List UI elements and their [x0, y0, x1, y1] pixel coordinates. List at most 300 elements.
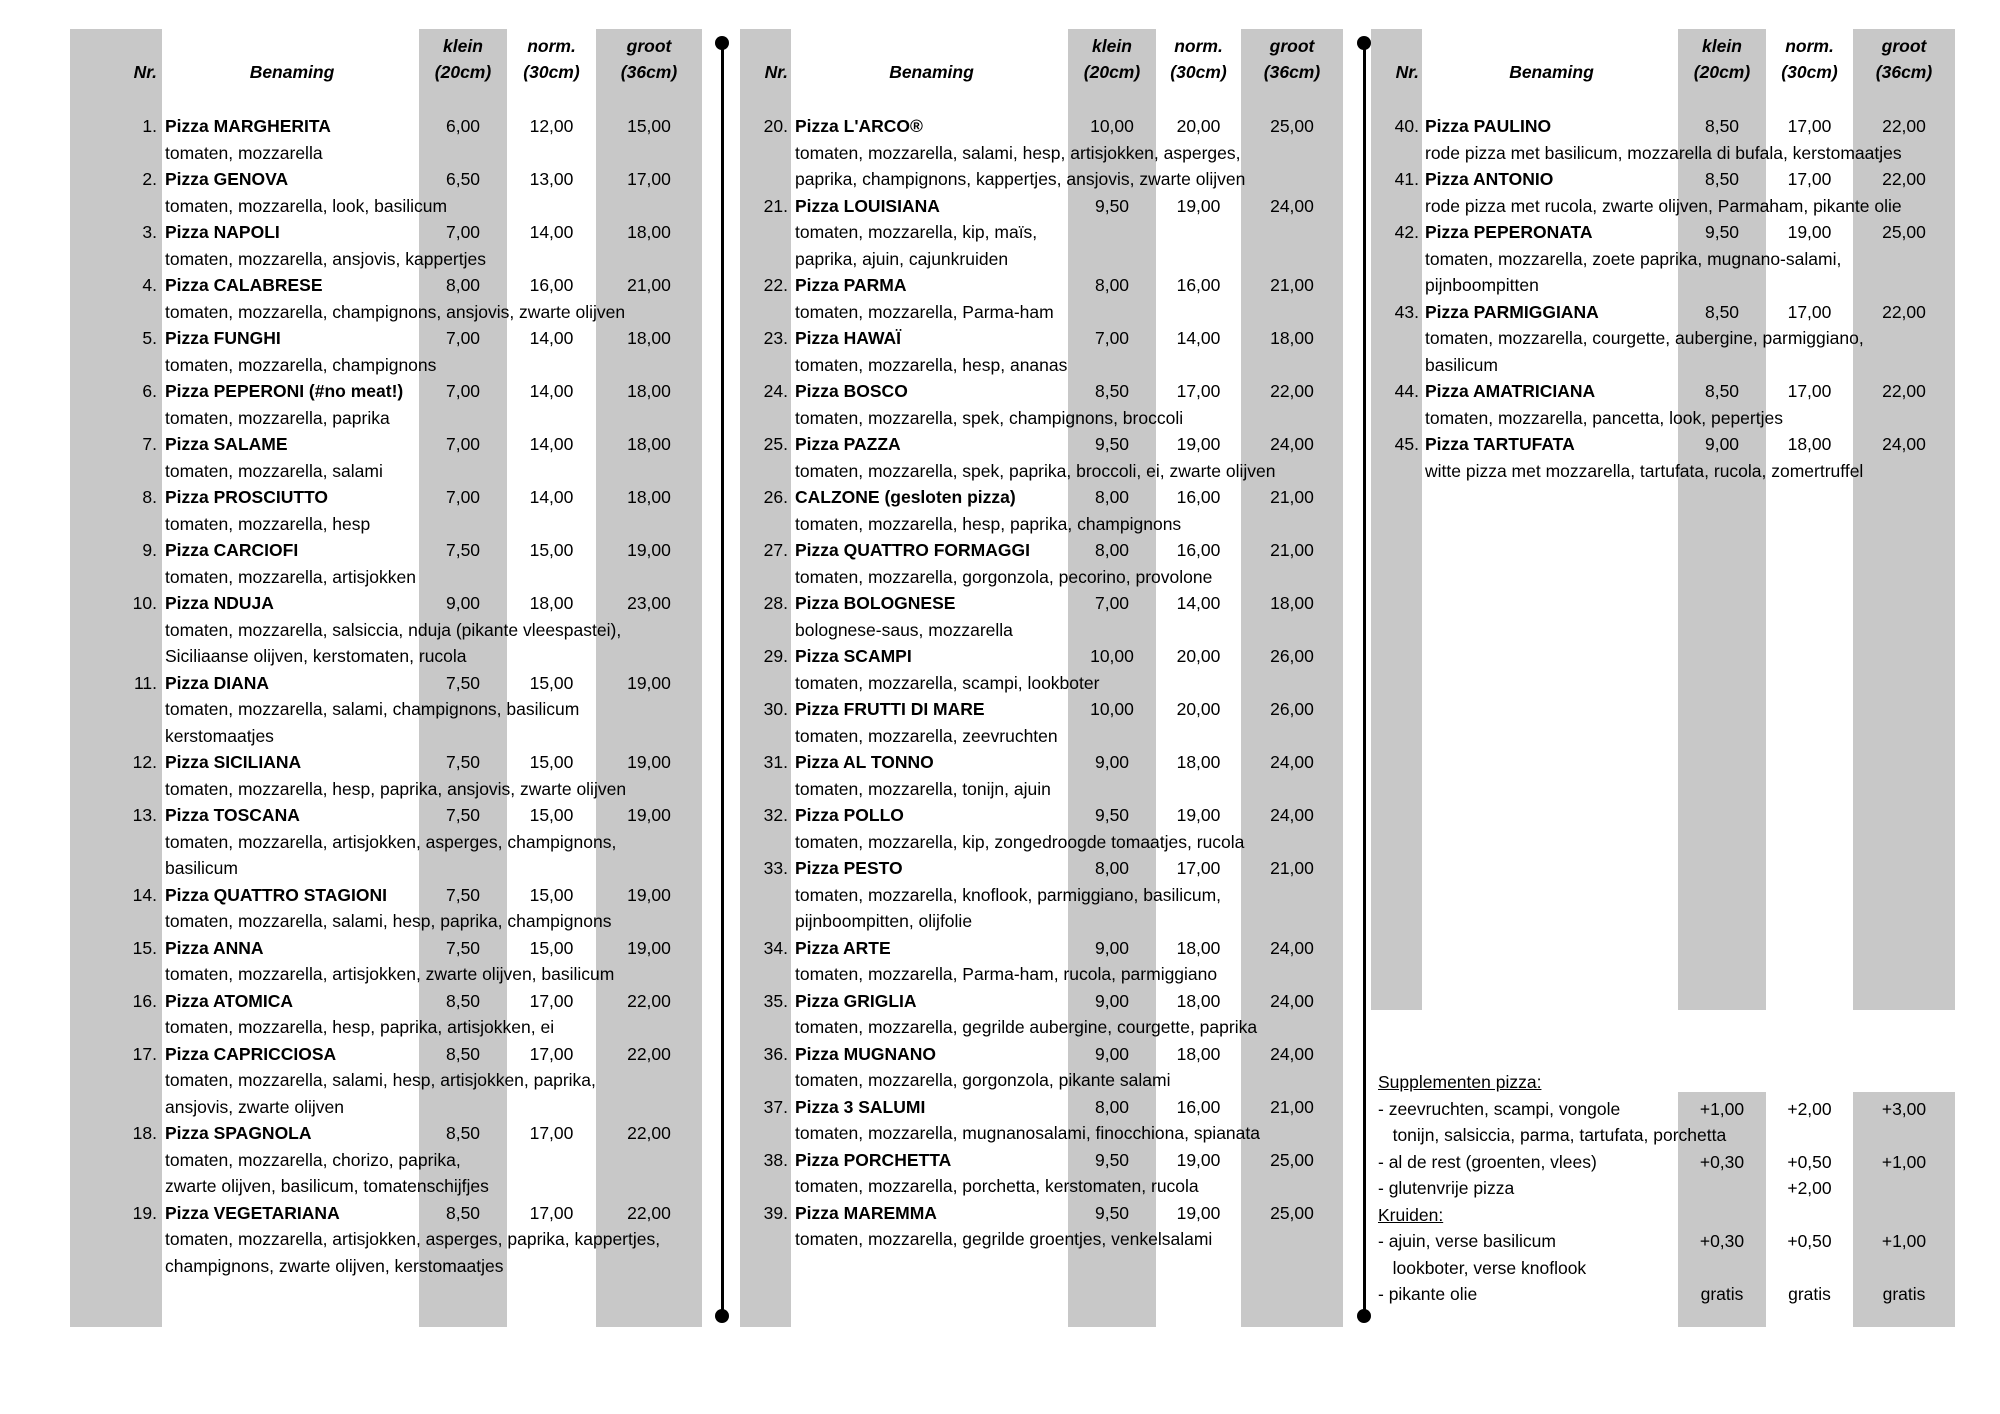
pizza-number: 32. [763, 805, 788, 825]
pizza-ingredients: tomaten, mozzarella, gegrilde groentjes, venkelsalami [795, 1229, 1213, 1249]
price-norm: 18,00 [1176, 937, 1221, 958]
price-groot: 21,00 [1270, 487, 1314, 507]
pizza-name: Pizza NAPOLI [165, 222, 280, 242]
price-norm: 18,00 [1176, 752, 1221, 772]
price-klein: 8,00 [1094, 858, 1130, 878]
price-klein: 8,00 [445, 275, 481, 295]
kruiden-label: lookboter, verse knoflook [1378, 1257, 1587, 1278]
price-groot: 19,00 [627, 805, 671, 825]
price-norm: 18,00 [529, 593, 574, 613]
price-groot: 17,00 [627, 169, 671, 189]
divider-dot-bottom [715, 1309, 729, 1323]
supplement-price-norm: +2,00 [1787, 1178, 1832, 1198]
pizza-name: Pizza PARMA [795, 275, 907, 295]
pizza-ingredients: tomaten, mozzarella, kip, zongedroogde tomaatjes, rucola [795, 831, 1245, 852]
header-norm: norm. [1174, 36, 1223, 56]
pizza-number: 10. [132, 593, 157, 613]
header-groot: groot [1881, 36, 1927, 56]
price-klein: 8,50 [1704, 116, 1740, 136]
pizza-name: Pizza MARGHERITA [165, 116, 331, 136]
price-norm: 15,00 [529, 540, 574, 560]
price-klein: 8,00 [1094, 1096, 1130, 1117]
pizza-number: 8. [142, 487, 157, 507]
pizza-name: Pizza ATOMICA [165, 990, 294, 1011]
pizza-ingredients: champignons, zwarte olijven, kerstomaatjes [165, 1255, 504, 1276]
price-norm: 17,00 [1176, 858, 1221, 878]
price-norm: 17,00 [529, 990, 574, 1011]
pizza-name: Pizza PESTO [795, 858, 903, 878]
price-norm: 20,00 [1176, 699, 1221, 719]
divider-dot-top [715, 36, 729, 50]
price-klein: 9,00 [1704, 434, 1740, 454]
price-klein: 6,50 [445, 169, 481, 189]
kruiden-title: Kruiden: [1378, 1204, 1444, 1225]
divider-dot-top [1357, 36, 1371, 50]
price-groot: 18,00 [1270, 593, 1314, 613]
pizza-number: 41. [1394, 169, 1419, 189]
price-groot: 19,00 [627, 540, 671, 560]
pizza-name: Pizza 3 SALUMI [795, 1096, 926, 1117]
header-norm-size: (30cm) [523, 62, 580, 82]
price-groot: 22,00 [1882, 116, 1926, 136]
pizza-number: 11. [133, 672, 157, 693]
pizza-number: 12. [132, 752, 157, 772]
pizza-number: 24. [763, 381, 788, 401]
header-norm-size: (30cm) [1781, 62, 1838, 82]
pizza-ingredients: tomaten, mozzarella, salami, hesp, paprika, champignons [165, 911, 612, 931]
price-norm: 15,00 [529, 752, 574, 772]
price-norm: 19,00 [1787, 222, 1832, 242]
price-norm: 14,00 [529, 434, 574, 454]
price-norm: 13,00 [529, 169, 574, 189]
pizza-name: Pizza SICILIANA [165, 752, 302, 772]
price-klein: 7,00 [1094, 328, 1130, 348]
pizza-name: Pizza L'ARCO® [795, 116, 923, 136]
price-klein: 8,50 [445, 1123, 481, 1143]
price-klein: 9,50 [1094, 805, 1130, 825]
pizza-name: Pizza PROSCIUTTO [165, 487, 329, 507]
price-klein: 9,50 [1094, 195, 1130, 216]
supplements-title: Supplementen pizza: [1378, 1072, 1542, 1092]
price-groot: 19,00 [627, 752, 671, 772]
pizza-name: Pizza MAREMMA [795, 1202, 937, 1223]
pizza-number: 26. [763, 487, 788, 507]
price-groot: 22,00 [1882, 169, 1926, 189]
pizza-number: 33. [763, 858, 788, 878]
header-klein-size: (20cm) [1083, 62, 1141, 82]
pizza-number: 30. [763, 699, 788, 719]
pizza-ingredients: tomaten, mozzarella, ansjovis, kappertjes [165, 248, 486, 269]
pizza-ingredients: tomaten, mozzarella, porchetta, kerstomaten, rucola [795, 1176, 1199, 1196]
price-norm: 15,00 [529, 805, 574, 825]
price-norm: 14,00 [529, 222, 574, 242]
price-norm: 16,00 [1176, 275, 1221, 295]
kruiden-price-norm: +0,50 [1787, 1231, 1832, 1251]
header-benaming: Benaming [1509, 62, 1594, 82]
price-groot: 19,00 [627, 884, 671, 905]
pizza-name: Pizza DIANA [165, 672, 270, 693]
pizza-name: Pizza BOSCO [795, 381, 908, 401]
price-klein: 8,50 [445, 1043, 481, 1064]
pizza-number: 28. [763, 593, 788, 613]
pizza-number: 43. [1394, 301, 1419, 322]
pizza-ingredients: paprika, champignons, kappertjes, ansjovis, zwarte olijven [795, 169, 1246, 189]
price-groot: 22,00 [1882, 301, 1926, 322]
price-norm: 16,00 [529, 275, 574, 295]
pizza-name: Pizza HAWAÏ [795, 328, 901, 348]
pizza-name: Pizza GRIGLIA [795, 990, 917, 1011]
pizza-number: 35. [763, 990, 788, 1011]
pizza-number: 4. [142, 275, 157, 295]
price-groot: 25,00 [1882, 222, 1926, 242]
price-norm: 14,00 [1176, 328, 1221, 348]
pizza-ingredients: tomaten, mozzarella, artisjokken, asperges, paprika, kappertjes, [165, 1229, 661, 1249]
pizza-ingredients: tomaten, mozzarella, hesp, paprika, artisjokken, ei [165, 1017, 555, 1037]
pizza-ingredients: tomaten, mozzarella, artisjokken [165, 566, 416, 587]
pizza-number: 15. [132, 937, 157, 958]
price-norm: 12,00 [529, 116, 574, 136]
price-klein: 7,00 [445, 328, 481, 348]
pizza-number: 17. [132, 1043, 157, 1064]
pizza-name: Pizza PAZZA [795, 434, 901, 454]
pizza-number: 34. [763, 937, 788, 958]
price-groot: 24,00 [1270, 1043, 1314, 1064]
price-groot: 22,00 [1270, 381, 1314, 401]
price-groot: 26,00 [1270, 646, 1314, 666]
pizza-ingredients: paprika, ajuin, cajunkruiden [795, 248, 1009, 269]
price-klein: 8,00 [1094, 487, 1130, 507]
price-groot: 22,00 [627, 1123, 671, 1143]
pizza-ingredients: tomaten, mozzarella, zoete paprika, mugnano-salami, [1425, 248, 1842, 269]
pizza-ingredients: tomaten, mozzarella, salami, champignons, basilicum [165, 699, 580, 719]
price-groot: 19,00 [627, 672, 671, 693]
price-groot: 21,00 [1270, 275, 1314, 295]
pizza-ingredients: basilicum [165, 858, 238, 878]
price-groot: 24,00 [1882, 434, 1926, 454]
pizza-name: Pizza POLLO [795, 805, 904, 825]
price-groot: 24,00 [1270, 195, 1314, 216]
header-klein: klein [1702, 36, 1742, 56]
pizza-name: Pizza MUGNANO [795, 1043, 936, 1064]
price-klein: 10,00 [1090, 116, 1134, 136]
pizza-ingredients: kerstomaatjes [165, 725, 274, 746]
price-norm: 14,00 [529, 381, 574, 401]
pizza-name: Pizza FUNGHI [165, 328, 281, 348]
price-klein: 7,00 [445, 381, 481, 401]
pizza-name: Pizza SALAME [165, 434, 288, 454]
pizza-name: Pizza TOSCANA [165, 805, 300, 825]
price-klein: 7,00 [1094, 593, 1130, 613]
pizza-name: Pizza TARTUFATA [1425, 434, 1575, 454]
pizza-ingredients: tomaten, mozzarella, spek, champignons, broccoli [795, 407, 1184, 428]
pizza-ingredients: tomaten, mozzarella, hesp [165, 513, 371, 534]
pizza-ingredients: tomaten, mozzarella, paprika [165, 407, 390, 428]
pizza-name: Pizza ANNA [165, 937, 264, 958]
pizza-name: Pizza QUATTRO STAGIONI [165, 884, 387, 905]
price-klein: 7,50 [445, 805, 481, 825]
pizza-ingredients: tomaten, mozzarella, gegrilde aubergine, courgette, paprika [795, 1017, 1258, 1037]
pizza-name: Pizza CALABRESE [165, 275, 323, 295]
price-klein: 7,00 [445, 222, 481, 242]
pizza-ingredients: tomaten, mozzarella, look, basilicum [165, 195, 448, 216]
price-groot: 21,00 [1270, 1096, 1314, 1117]
pizza-ingredients: tomaten, mozzarella, pancetta, look, pepertjes [1425, 407, 1783, 428]
price-norm: 17,00 [1787, 169, 1832, 189]
price-groot: 25,00 [1270, 1202, 1314, 1223]
price-klein: 9,00 [1094, 990, 1130, 1011]
price-groot: 18,00 [1270, 328, 1314, 348]
supplement-price-klein: +0,30 [1699, 1151, 1745, 1172]
header-nr: Nr. [1395, 62, 1419, 82]
supplement-price-norm: +0,50 [1787, 1151, 1832, 1172]
pizza-ingredients: tomaten, mozzarella, hesp, paprika, ansjovis, zwarte olijven [165, 778, 627, 799]
price-klein: 9,50 [1094, 1202, 1130, 1223]
header-nr: Nr. [133, 62, 157, 82]
pizza-ingredients: witte pizza met mozzarella, tartufata, rucola, zomertruffel [1425, 460, 1864, 481]
pizza-number: 29. [763, 646, 788, 666]
pizza-name: Pizza SPAGNOLA [165, 1123, 312, 1143]
pizza-number: 31. [763, 752, 788, 772]
header-klein-size: (20cm) [434, 62, 492, 82]
supplement-label: tonijn, salsiccia, parma, tartufata, porchetta [1378, 1125, 1727, 1145]
price-norm: 19,00 [1176, 1202, 1221, 1223]
pizza-ingredients: tomaten, mozzarella, Parma-ham, rucola, parmiggiano [795, 964, 1218, 984]
pizza-ingredients: tomaten, mozzarella, mugnanosalami, finocchiona, spianata [795, 1123, 1260, 1143]
pizza-ingredients: pijnboompitten [1425, 275, 1539, 295]
pizza-number: 16. [132, 990, 157, 1011]
kruiden-price-groot: +1,00 [1881, 1231, 1927, 1251]
pizza-number: 3. [142, 222, 157, 242]
pizza-ingredients: Siciliaanse olijven, kerstomaten, rucola [165, 646, 467, 666]
header-norm: norm. [1785, 36, 1834, 56]
supplement-price-groot: +3,00 [1881, 1098, 1927, 1119]
price-norm: 15,00 [529, 672, 574, 693]
pizza-number: 5. [142, 328, 157, 348]
price-norm: 14,00 [529, 487, 574, 507]
pizza-ingredients: tomaten, mozzarella, gorgonzola, pecorino, provolone [795, 566, 1213, 587]
kruiden-price-norm: gratis [1788, 1284, 1831, 1304]
header-groot: groot [1269, 36, 1315, 56]
price-groot: 19,00 [627, 937, 671, 958]
price-klein: 7,50 [445, 540, 481, 560]
price-groot: 21,00 [1270, 540, 1314, 560]
price-norm: 17,00 [1787, 116, 1832, 136]
pizza-ingredients: tomaten, mozzarella, salsiccia, nduja (pikante vleespastei), [165, 619, 622, 640]
pizza-name: Pizza AL TONNO [795, 752, 934, 772]
price-groot: 24,00 [1270, 990, 1314, 1011]
price-klein: 8,50 [1704, 381, 1740, 401]
pizza-ingredients: ansjovis, zwarte olijven [165, 1096, 344, 1117]
price-groot: 22,00 [627, 1043, 671, 1064]
pizza-name: Pizza PORCHETTA [795, 1149, 952, 1170]
price-klein: 8,00 [1094, 275, 1130, 295]
price-klein: 7,00 [445, 487, 481, 507]
supplement-label: - glutenvrije pizza [1378, 1178, 1515, 1198]
pizza-number: 22. [763, 275, 788, 295]
price-norm: 16,00 [1176, 487, 1221, 507]
price-klein: 7,50 [445, 752, 481, 772]
price-groot: 22,00 [1882, 381, 1926, 401]
column-divider [721, 43, 724, 1316]
pizza-name: Pizza VEGETARIANA [165, 1202, 340, 1223]
pizza-number: 40. [1394, 116, 1419, 136]
pizza-ingredients: tomaten, mozzarella, artisjokken, asperges, champignons, [165, 831, 617, 852]
pizza-number: 44. [1394, 381, 1419, 401]
price-groot: 21,00 [1270, 858, 1314, 878]
pizza-name: Pizza PARMIGGIANA [1425, 301, 1599, 322]
pizza-ingredients: tomaten, mozzarella, knoflook, parmiggiano, basilicum, [795, 884, 1222, 905]
price-groot: 24,00 [1270, 434, 1314, 454]
price-norm: 19,00 [1176, 195, 1221, 216]
header-groot-size: (36cm) [1875, 62, 1933, 82]
price-klein: 9,50 [1094, 1149, 1130, 1170]
price-klein: 8,50 [445, 1202, 481, 1223]
supplement-price-groot: +1,00 [1881, 1151, 1927, 1172]
price-klein: 9,00 [1094, 937, 1130, 958]
pizza-name: Pizza CARCIOFI [165, 540, 299, 560]
price-norm: 17,00 [1787, 381, 1832, 401]
pizza-number: 39. [763, 1202, 788, 1223]
price-norm: 17,00 [529, 1123, 574, 1143]
pizza-ingredients: tomaten, mozzarella, hesp, paprika, champignons [795, 513, 1182, 534]
pizza-ingredients: tomaten, mozzarella, Parma-ham [795, 301, 1054, 322]
pizza-name: Pizza PEPERONI (#no meat!) [165, 381, 404, 401]
pizza-ingredients: tomaten, mozzarella, champignons, ansjovis, zwarte olijven [165, 301, 626, 322]
pizza-ingredients: zwarte olijven, basilicum, tomatenschijfjes [165, 1176, 489, 1196]
header-benaming: Benaming [889, 62, 974, 82]
pizza-ingredients: tomaten, mozzarella [165, 142, 323, 163]
header-groot-size: (36cm) [620, 62, 678, 82]
kruiden-label: - pikante olie [1378, 1284, 1478, 1304]
price-groot: 18,00 [627, 222, 671, 242]
header-groot: groot [626, 36, 672, 56]
kruiden-label: - ajuin, verse basilicum [1378, 1231, 1556, 1251]
pizza-ingredients: rode pizza met basilicum, mozzarella di bufala, kerstomaatjes [1425, 142, 1902, 163]
pizza-number: 27. [763, 540, 788, 560]
price-klein: 9,00 [1094, 752, 1130, 772]
pizza-number: 9. [142, 540, 157, 560]
pizza-name: Pizza BOLOGNESE [795, 593, 956, 613]
kruiden-price-groot: gratis [1882, 1284, 1926, 1304]
pizza-name: Pizza FRUTTI DI MARE [795, 699, 985, 719]
price-klein: 8,50 [1094, 381, 1130, 401]
price-groot: 25,00 [1270, 116, 1314, 136]
price-klein: 6,00 [445, 116, 481, 136]
supplement-label: - al de rest (groenten, vlees) [1378, 1151, 1597, 1172]
price-norm: 17,00 [529, 1043, 574, 1064]
header-klein-size: (20cm) [1693, 62, 1751, 82]
pizza-name: CALZONE (gesloten pizza) [795, 487, 1016, 507]
price-klein: 7,50 [445, 672, 481, 693]
divider-dot-bottom [1357, 1309, 1371, 1323]
pizza-number: 25. [763, 434, 788, 454]
price-groot: 24,00 [1270, 937, 1314, 958]
price-norm: 20,00 [1176, 646, 1221, 666]
price-norm: 15,00 [529, 884, 574, 905]
price-groot: 24,00 [1270, 752, 1314, 772]
pizza-number: 21. [763, 195, 788, 216]
pizza-number: 7. [142, 434, 157, 454]
price-klein: 9,50 [1704, 222, 1740, 242]
header-norm-size: (30cm) [1170, 62, 1227, 82]
pizza-ingredients: tomaten, mozzarella, zeevruchten [795, 725, 1058, 746]
pizza-number: 37. [763, 1096, 788, 1117]
price-norm: 18,00 [1176, 990, 1221, 1011]
pizza-name: Pizza LOUISIANA [795, 195, 940, 216]
price-groot: 18,00 [627, 434, 671, 454]
pizza-name: Pizza PEPERONATA [1425, 222, 1593, 242]
header-benaming: Benaming [249, 62, 335, 82]
pizza-ingredients: pijnboompitten, olijfolie [795, 911, 973, 931]
price-klein: 7,50 [445, 884, 481, 905]
pizza-number: 19. [132, 1202, 157, 1223]
supplement-price-norm: +2,00 [1787, 1098, 1832, 1119]
pizza-number: 1. [142, 116, 157, 136]
header-nr: Nr. [764, 62, 788, 82]
pizza-number: 42. [1394, 222, 1419, 242]
pizza-name: Pizza ANTONIO [1425, 169, 1554, 189]
price-groot: 15,00 [627, 116, 671, 136]
price-norm: 14,00 [1176, 593, 1221, 613]
pizza-number: 38. [763, 1149, 788, 1170]
column-band [740, 29, 791, 1327]
supplement-label: - zeevruchten, scampi, vongole [1378, 1098, 1621, 1119]
pizza-ingredients: tomaten, mozzarella, salami, hesp, artisjokken, asperges, [795, 142, 1241, 163]
pizza-number: 45. [1394, 434, 1419, 454]
price-klein: 9,50 [1094, 434, 1130, 454]
price-norm: 18,00 [1176, 1043, 1221, 1064]
pizza-ingredients: tomaten, mozzarella, chorizo, paprika, [165, 1149, 461, 1170]
header-klein: klein [443, 36, 483, 56]
price-norm: 19,00 [1176, 434, 1221, 454]
price-klein: 7,00 [445, 434, 481, 454]
price-klein: 8,50 [1704, 301, 1740, 322]
pizza-ingredients: tomaten, mozzarella, gorgonzola, pikante salami [795, 1070, 1171, 1090]
price-norm: 17,00 [1176, 381, 1221, 401]
pizza-name: Pizza ARTE [795, 937, 891, 958]
header-norm: norm. [527, 36, 576, 56]
price-klein: 8,50 [1704, 169, 1740, 189]
pizza-ingredients: bolognese-saus, mozzarella [795, 619, 1013, 640]
pizza-ingredients: tomaten, mozzarella, tonijn, ajuin [795, 778, 1051, 799]
pizza-name: Pizza AMATRICIANA [1425, 381, 1596, 401]
pizza-number: 14. [132, 884, 157, 905]
pizza-ingredients: tomaten, mozzarella, salami [165, 460, 383, 481]
pizza-number: 6. [142, 381, 157, 401]
price-groot: 22,00 [627, 990, 671, 1011]
pizza-name: Pizza PAULINO [1425, 116, 1552, 136]
pizza-number: 23. [763, 328, 788, 348]
price-groot: 24,00 [1270, 805, 1314, 825]
header-groot-size: (36cm) [1263, 62, 1321, 82]
price-norm: 19,00 [1176, 805, 1221, 825]
pizza-number: 36. [763, 1043, 788, 1064]
pizza-number: 20. [763, 116, 788, 136]
price-groot: 26,00 [1270, 699, 1314, 719]
pizza-ingredients: basilicum [1425, 354, 1498, 375]
pizza-name: Pizza CAPRICCIOSA [165, 1043, 337, 1064]
kruiden-price-klein: gratis [1700, 1284, 1744, 1304]
price-klein: 8,00 [1094, 540, 1130, 560]
pizza-name: Pizza GENOVA [165, 169, 289, 189]
price-groot: 23,00 [627, 593, 671, 613]
pizza-ingredients: tomaten, mozzarella, kip, maïs, [795, 222, 1038, 242]
pizza-name: Pizza QUATTRO FORMAGGI [795, 540, 1030, 560]
header-klein: klein [1092, 36, 1132, 56]
price-norm: 15,00 [529, 937, 574, 958]
kruiden-price-klein: +0,30 [1699, 1231, 1745, 1251]
price-norm: 18,00 [1787, 434, 1832, 454]
